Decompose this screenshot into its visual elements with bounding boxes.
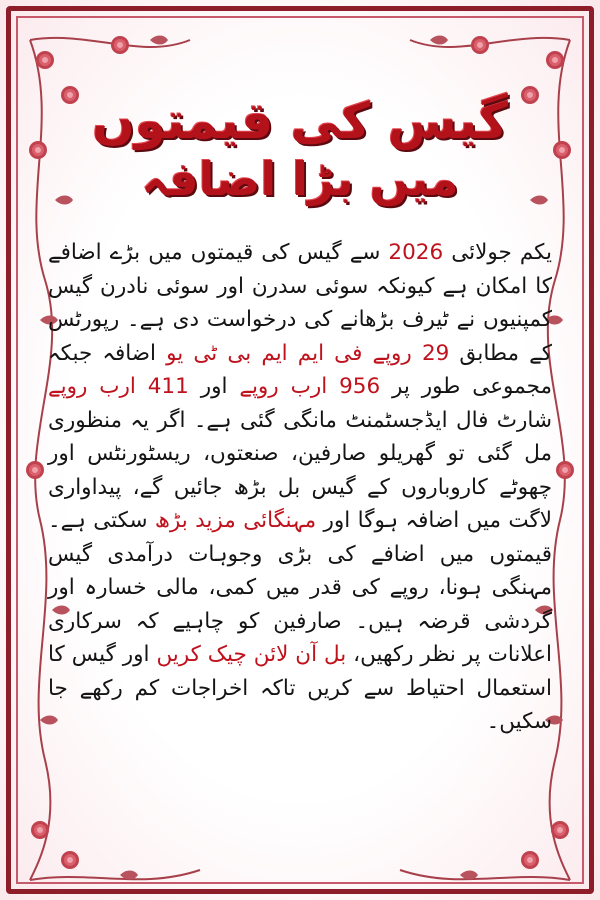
highlight-rate: 29 روپے فی ایم ایم بی ٹی یو [166, 340, 450, 366]
headline-line-1: گیس کی قیمتوں [92, 92, 508, 150]
article-body [48, 236, 552, 840]
highlight-amount-411: 411 ارب روپے [48, 374, 189, 399]
highlight-inflation: مہنگائی مزید بڑھ [154, 508, 317, 533]
body-segment: سکتی ہے۔ قیمتوں میں اضافے کی بڑی وجوہات درآمدی گیس مہنگی ہونا، روپے کی قدر میں کمی، مالی خسارہ اور گردشی قرضہ ہیں۔ صارفین کو چاہیے کہ سرکاری اعلانات پر نظر رکھیں، [48, 508, 552, 667]
highlight-check-bill: بل آن لائن چیک کریں [156, 642, 347, 667]
highlight-amount-956: 956 ارب روپے [239, 374, 381, 399]
body-segment: شارٹ فال ایڈجسٹمنٹ مانگی گئی ہے۔ اگر یہ منظوری مل گئی تو گھریلو صارفین، صنعتوں، ریسٹورنٹس اور چھوٹے کاروباروں کے گیس بل بڑھ جائیں گے، پیداواری لاگت میں اضافہ ہوگا اور [48, 407, 552, 533]
body-segment: اور گیس کا استعمال احتیاط سے کریں تاکہ اخراجات کم رکھے جا سکیں۔ [48, 642, 552, 734]
highlight-date: 2026 [388, 240, 444, 265]
body-segment: اضافہ جبکہ مجموعی طور پر [48, 340, 552, 399]
headline-line-2: میں بڑا اضافہ [141, 152, 459, 206]
body-segment: سے گیس کی قیمتوں میں بڑے اضافے کا امکان ہے کیونکہ سوئی سدرن اور سوئی نادرن گیس کمپنیوں نے ٹیرف بڑھانے کی درخواست دی ہے۔ رپورٹس کے مطابق [48, 240, 552, 366]
body-segment: اور [188, 374, 240, 399]
headline [40, 92, 560, 208]
body-segment: یکم جولائی [443, 240, 553, 265]
